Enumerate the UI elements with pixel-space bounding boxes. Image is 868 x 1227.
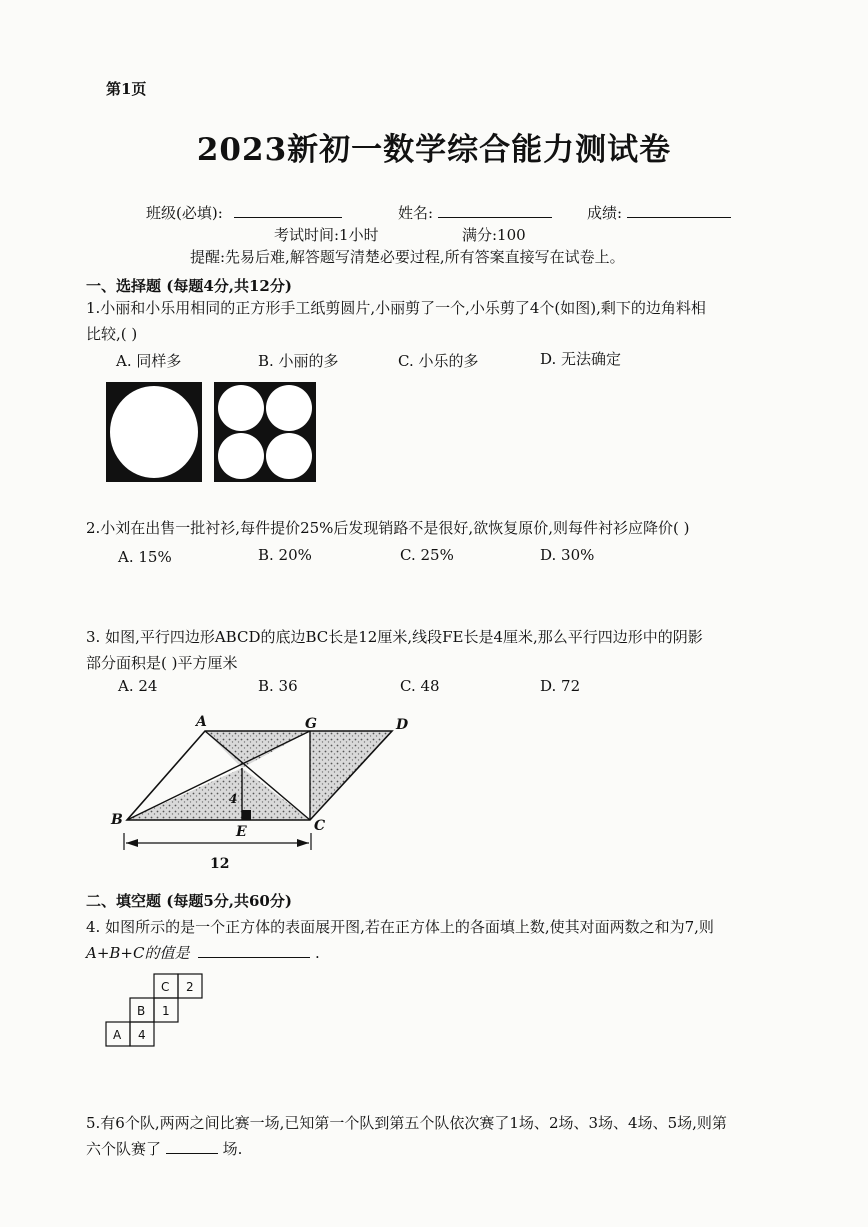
class-label: 班级(必填):: [146, 204, 223, 222]
q1-option-d[interactable]: D. 无法确定: [540, 350, 622, 368]
q2-option-d[interactable]: D. 30%: [540, 546, 595, 564]
q1-line1: 1.小丽和小乐用相同的正方形手工纸剪圆片,小丽剪了一个,小乐剪了4个(如图),剩下的边角料相: [86, 299, 706, 317]
q3-option-d[interactable]: D. 72: [540, 677, 581, 695]
label-d: D: [396, 717, 409, 733]
label-a: A: [196, 714, 207, 730]
q1-option-c[interactable]: C. 小乐的多: [398, 352, 479, 370]
q3-option-c[interactable]: C. 48: [400, 677, 440, 695]
q5-line1: 5.有6个队,两两之间比赛一场,已知第一个队到第五个队依次赛了1场、2场、3场、4场、5场,则第: [86, 1114, 727, 1132]
label-b: B: [111, 812, 123, 828]
q1-line2: 比较,( ): [86, 325, 138, 343]
q3-option-a[interactable]: A. 24: [118, 677, 158, 695]
q2-option-a[interactable]: A. 15%: [118, 548, 172, 566]
q5-text: 六个队赛了: [86, 1140, 162, 1158]
page-number: 第1页: [106, 80, 147, 98]
q3-line2: 部分面积是( )平方厘米: [86, 654, 238, 672]
q4-expression: A+B+C的值是: [86, 944, 190, 962]
q2-option-c[interactable]: C. 25%: [400, 546, 454, 564]
label-fe-length: 4: [229, 792, 238, 806]
section2-title: 二、填空题 (每题5分,共60分): [86, 892, 292, 910]
q2-line1: 2.小刘在出售一批衬衫,每件提价25%后发现销路不是很好,欲恢复原价,则每件衬衫应降价( ): [86, 519, 690, 537]
q3-option-b[interactable]: B. 36: [258, 677, 298, 695]
q2-option-b[interactable]: B. 20%: [258, 546, 312, 564]
name-label: 姓名:: [398, 204, 434, 222]
q1-option-a[interactable]: A. 同样多: [116, 352, 182, 370]
q3-line1: 3. 如图,平行四边形ABCD的底边BC长是12厘米,线段FE长是4厘米,那么平行四边形中的阴影: [86, 628, 703, 646]
q1-option-b[interactable]: B. 小丽的多: [258, 352, 339, 370]
net-label-1: 1: [162, 1004, 170, 1018]
exam-time: 考试时间:1小时: [274, 226, 379, 244]
full-score: 满分:100: [462, 226, 526, 244]
net-label-a: A: [113, 1028, 122, 1042]
dim-label-12: 12: [210, 856, 230, 872]
q5-unit: 场.: [222, 1140, 243, 1158]
page-title: 2023新初一数学综合能力测试卷: [196, 132, 672, 168]
score-label: 成绩:: [587, 204, 623, 222]
q4-line1: 4. 如图所示的是一个正方体的表面展开图,若在正方体上的各面填上数,使其对面两数之和为7,则: [86, 918, 714, 936]
net-label-4: 4: [138, 1028, 146, 1042]
label-g: G: [305, 716, 317, 732]
q4-period: .: [315, 944, 320, 962]
label-c: C: [314, 818, 326, 834]
q5-line2: [86, 1136, 242, 1163]
net-label-2: 2: [186, 980, 194, 994]
section1-title: 一、选择题 (每题4分,共12分): [86, 277, 292, 295]
net-label-b: B: [137, 1004, 146, 1018]
reminder: 提醒:先易后难,解答题写清楚必要过程,所有答案直接写在试卷上。: [190, 248, 625, 266]
net-label-c: C: [161, 980, 170, 994]
label-e: E: [236, 824, 247, 840]
q5-answer-blank[interactable]: [166, 1139, 218, 1154]
